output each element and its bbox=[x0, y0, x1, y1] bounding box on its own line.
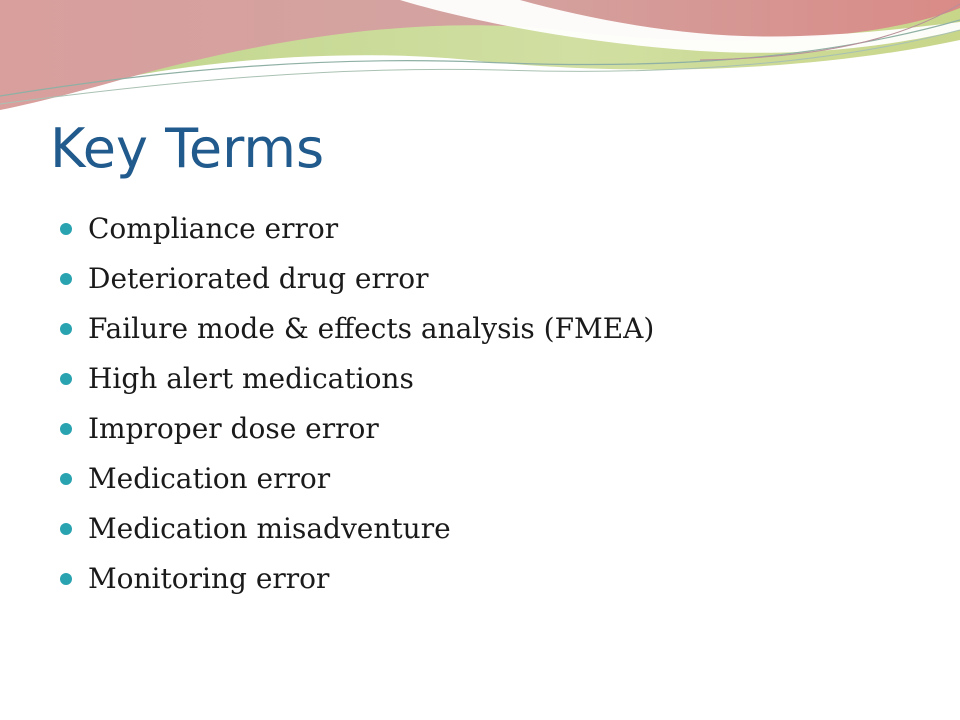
list-item bbox=[60, 306, 654, 356]
list-item bbox=[60, 506, 654, 556]
list-item bbox=[60, 556, 654, 606]
list-item bbox=[60, 406, 654, 456]
list-item-text: High alert medications bbox=[88, 362, 414, 395]
bullet-dot-icon bbox=[60, 523, 72, 535]
list-item-text: Improper dose error bbox=[88, 412, 379, 445]
bullet-dot-icon bbox=[60, 573, 72, 585]
list-item-text: Medication misadventure bbox=[88, 512, 451, 545]
slide-title: Key Terms bbox=[50, 117, 325, 180]
bullet-dot-icon bbox=[60, 323, 72, 335]
list-item-text: Deteriorated drug error bbox=[88, 262, 429, 295]
bullet-dot-icon bbox=[60, 273, 72, 285]
list-item-text: Monitoring error bbox=[88, 562, 330, 595]
header-wave-decoration bbox=[0, 0, 960, 120]
list-item bbox=[60, 456, 654, 506]
list-item bbox=[60, 356, 654, 406]
bullet-dot-icon bbox=[60, 373, 72, 385]
list-item bbox=[60, 256, 654, 306]
key-terms-list bbox=[60, 206, 654, 606]
list-item-text: Medication error bbox=[88, 462, 331, 495]
list-item-text: Failure mode & effects analysis (FMEA) bbox=[88, 312, 655, 345]
bullet-dot-icon bbox=[60, 223, 72, 235]
list-item-text: Compliance error bbox=[88, 212, 339, 245]
bullet-dot-icon bbox=[60, 473, 72, 485]
bullet-dot-icon bbox=[60, 423, 72, 435]
list-item bbox=[60, 206, 654, 256]
